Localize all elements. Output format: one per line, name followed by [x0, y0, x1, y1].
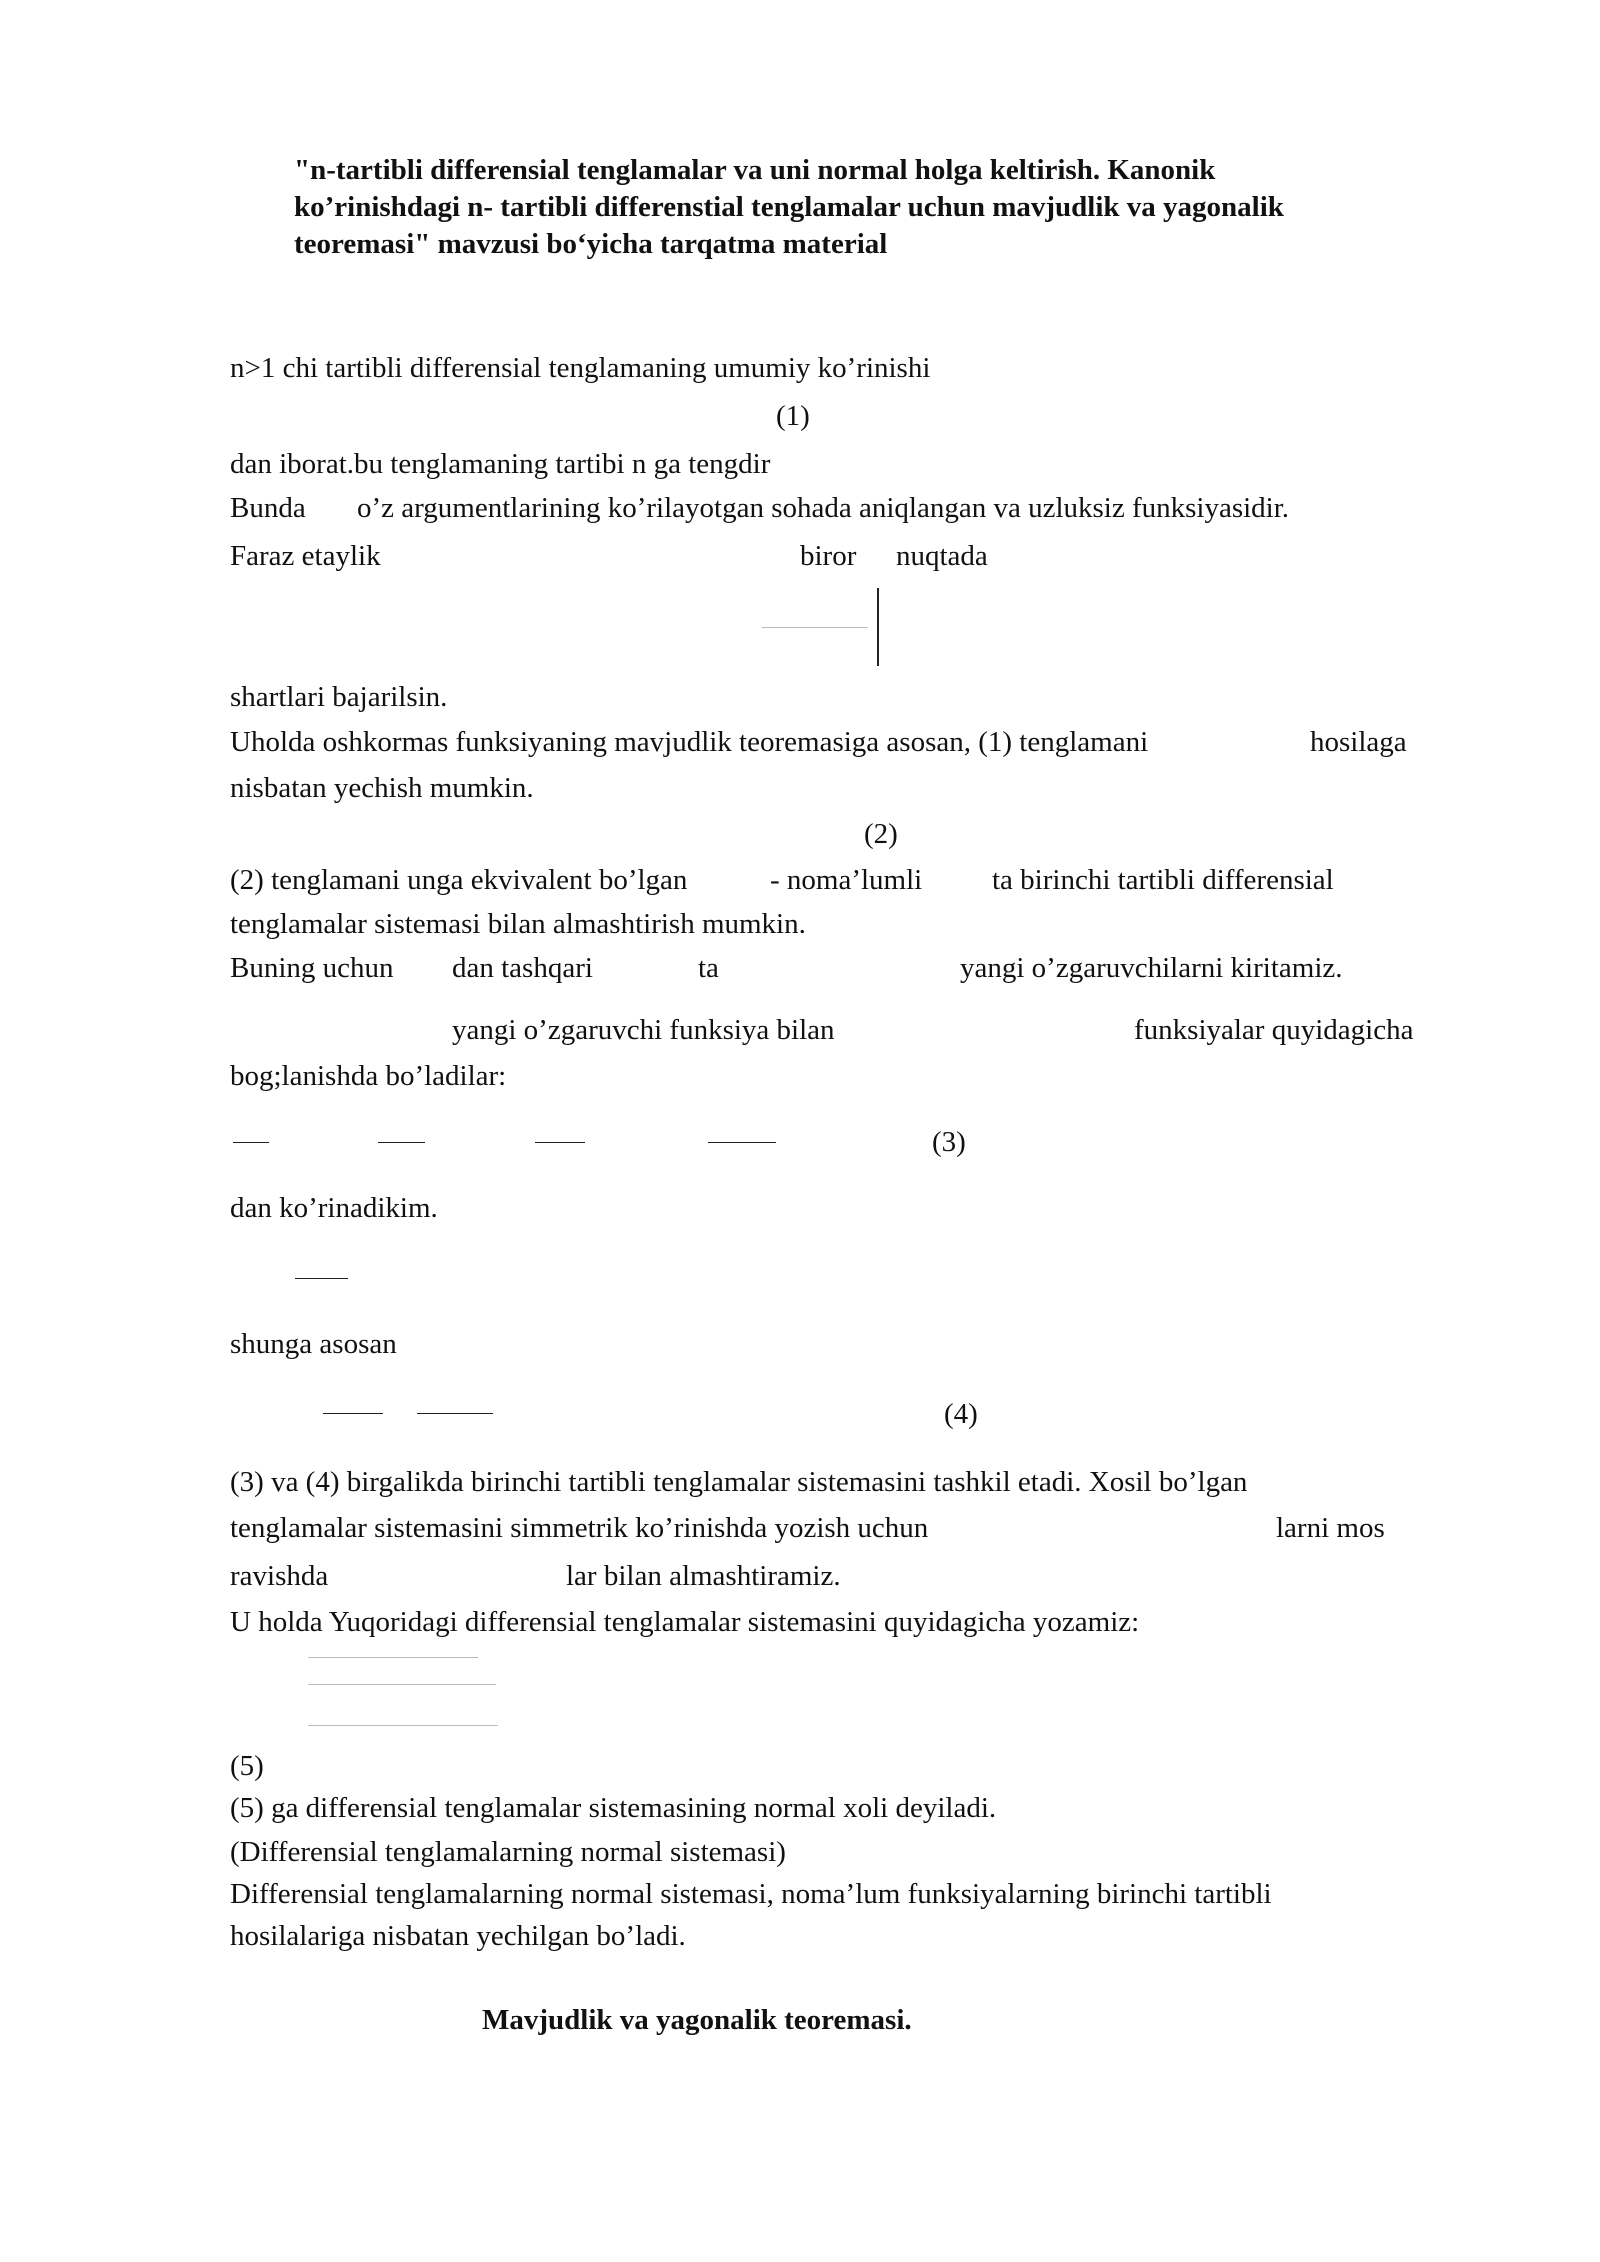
paragraph-general-form: n>1 chi tartibli differensial tenglamaning umumiy ko’rinishi	[230, 352, 931, 384]
paragraph-bunda-label: Bunda	[230, 492, 306, 524]
paragraph-new-var-a: yangi o’zgaruvchi funksiya bilan	[452, 1014, 835, 1046]
equation-number-2: (2)	[864, 818, 898, 850]
paragraph-buning-c: ta	[698, 952, 719, 984]
fraction-bar	[708, 1142, 776, 1143]
equation-number-3: (3)	[932, 1126, 966, 1158]
paragraph-buning-d: yangi o’zgaruvchilarni kiritamiz.	[960, 952, 1343, 984]
paragraph-order: dan iborat.bu tenglamaning tartibi n ga tengdir	[230, 448, 771, 480]
paragraph-together: (3) va (4) birgalikda birinchi tartibli tenglamalar sistemasini tashkil etadi. Xosil bo’lgan	[230, 1466, 1248, 1498]
title-line-3-rest: " mavzusi bo‘yicha tarqatma material	[414, 228, 888, 260]
fraction-bar	[535, 1142, 585, 1143]
paragraph-respectively-b: lar bilan almashtiramiz.	[566, 1560, 841, 1592]
paragraph-symmetric-b: larni mos	[1276, 1512, 1385, 1544]
evaluation-bar	[877, 588, 879, 666]
paragraph-faraz-nuqtada: nuqtada	[896, 540, 988, 572]
title-line-3-bold: teoremasi	[294, 228, 415, 260]
fraction-bar	[417, 1413, 493, 1414]
paragraph-implicit-b: hosilaga	[1310, 726, 1407, 758]
equation-number-4: (4)	[944, 1398, 978, 1430]
fraction-bar	[295, 1278, 348, 1279]
paragraph-equivalent-a: (2) tenglamani unga ekvivalent bo’lgan	[230, 864, 688, 896]
fraction-bar	[323, 1413, 383, 1414]
fraction-bar	[233, 1142, 269, 1143]
fraction-bar	[308, 1684, 496, 1685]
equation-number-1: (1)	[776, 400, 810, 432]
paragraph-buning-b: dan tashqari	[452, 952, 593, 984]
title-line-1: "n-tartibli differensial tenglamalar va uni normal holga keltirish. Kanonik	[294, 154, 1216, 186]
paragraph-write-system: U holda Yuqoridagi differensial tenglamalar sistemasini quyidagicha yozamiz:	[230, 1606, 1140, 1638]
equation-number-5: (5)	[230, 1750, 264, 1782]
paragraph-definition-b: hosilalariga nisbatan yechilgan bo’ladi.	[230, 1920, 686, 1952]
paragraph-implicit-a: Uholda oshkormas funksiyaning mavjudlik teoremasiga asosan, (1) tenglamani	[230, 726, 1149, 758]
paragraph-equivalent-c: ta birinchi tartibli differensial	[992, 864, 1334, 896]
paragraph-solvable: nisbatan yechish mumkin.	[230, 772, 534, 804]
paragraph-normal-system: (Differensial tenglamalarning normal sistemasi)	[230, 1836, 786, 1868]
fraction-bar	[308, 1725, 498, 1726]
paragraph-faraz-biror: biror	[800, 540, 857, 572]
paragraph-related: bog;lanishda bo’ladilar:	[230, 1060, 507, 1092]
paragraph-bunda-text: o’z argumentlarining ko’rilayotgan sohada aniqlangan va uzluksiz funksiyasidir.	[357, 492, 1290, 524]
paragraph-equivalent-b: - noma’lumli	[770, 864, 923, 896]
fraction-bar	[762, 627, 868, 628]
paragraph-definition-a: Differensial tenglamalarning normal sistemasi, noma’lum funksiyalarning birinchi tartibli	[230, 1878, 1272, 1910]
paragraph-faraz-label: Faraz etaylik	[230, 540, 381, 572]
title-line-3	[294, 226, 1424, 263]
fraction-bar	[308, 1657, 478, 1658]
paragraph-respectively-a: ravishda	[230, 1560, 329, 1592]
paragraph-buning-a: Buning uchun	[230, 952, 394, 984]
paragraph-symmetric-a: tenglamalar sistemasini simmetrik ko’rinishda yozish uchun	[230, 1512, 929, 1544]
paragraph-system-replace: tenglamalar sistemasi bilan almashtirish mumkin.	[230, 908, 806, 940]
fraction-bar	[378, 1142, 425, 1143]
paragraph-based: shunga asosan	[230, 1328, 397, 1360]
paragraph-normal-form: (5) ga differensial tenglamalar sistemasining normal xoli deyiladi.	[230, 1792, 997, 1824]
paragraph-visible: dan ko’rinadikim.	[230, 1192, 438, 1224]
section-heading-theorem: Mavjudlik va yagonalik teoremasi.	[482, 2004, 912, 2036]
paragraph-conditions: shartlari bajarilsin.	[230, 681, 448, 713]
paragraph-new-var-b: funksiyalar quyidagicha	[1134, 1014, 1414, 1046]
document-title	[294, 152, 1424, 263]
title-line-2: ko’rinishdagi n- tartibli differenstial tenglamalar uchun mavjudlik va yagonalik	[294, 191, 1284, 223]
